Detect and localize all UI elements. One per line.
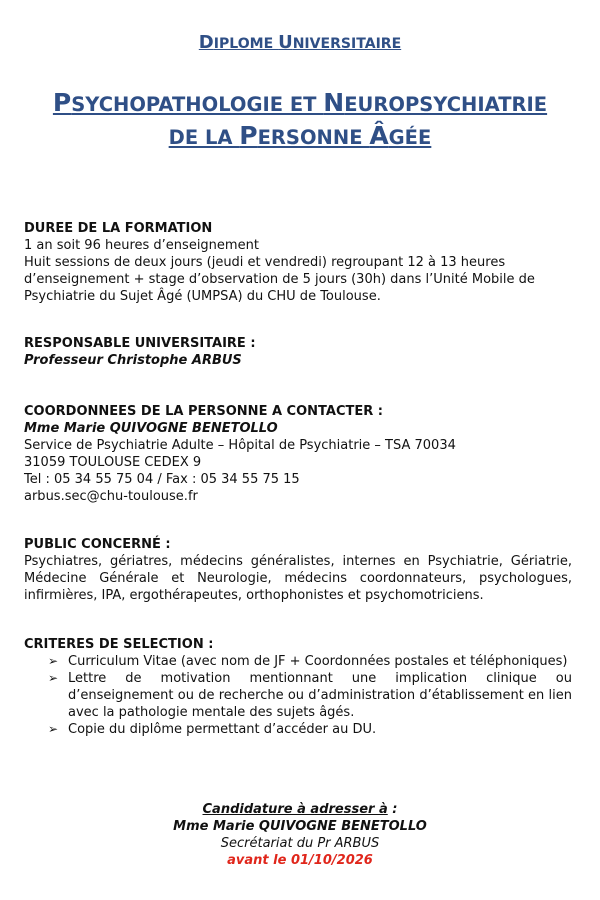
duree-line: Psychiatrie du Sujet Âgé (UMPSA) du CHU de Toulouse. — [24, 289, 381, 304]
responsable-heading: RESPONSABLE UNIVERSITAIRE : — [24, 336, 256, 351]
list-item — [24, 653, 572, 670]
duree-line: 1 an soit 96 heures d’enseignement — [24, 238, 259, 253]
contact-address: Service de Psychiatrie Adulte – Hôpital de Psychiatrie – TSA 70034 — [24, 438, 456, 453]
title-initial: Â — [369, 121, 389, 150]
title-rest: GÉE — [388, 126, 432, 149]
criteres-list — [24, 653, 572, 738]
contact-name: Mme Marie QUIVOGNE BENETOLLO — [24, 421, 278, 436]
title-rest: DE LA — [168, 126, 240, 149]
duree-line: d’enseignement + stage d’observation de 5 jours (30h) dans l’Unité Mobile de — [24, 272, 535, 287]
title-initial: N — [323, 88, 345, 117]
title-initial: P — [239, 121, 258, 150]
title-rest: EUROPSYCHIATRIE — [344, 93, 548, 116]
coordonnees-section — [24, 403, 572, 505]
title-initial: P — [52, 88, 72, 117]
du-title-initial-1: D — [198, 32, 214, 53]
criteres-section — [24, 636, 572, 738]
contact-city: 31059 TOULOUSE CEDEX 9 — [24, 455, 202, 470]
candidature-heading-text: Candidature à adresser à — [202, 802, 388, 817]
criteria-text: Copie du diplôme permettant d’accéder au DU. — [68, 722, 377, 737]
candidature-heading — [0, 801, 600, 818]
duree-line: Huit sessions de deux jours (jeudi et vendredi) regroupant 12 à 13 heures — [24, 255, 506, 270]
du-title-rest-1: IPLOME — [213, 36, 279, 52]
candidature-recipient: Mme Marie QUIVOGNE BENETOLLO — [173, 819, 427, 834]
candidature-block — [0, 801, 600, 869]
du-title-rest-2: NIVERSITAIRE — [292, 36, 402, 52]
title-rest: ERSONNE — [257, 126, 370, 149]
list-item — [24, 670, 572, 721]
duree-heading: DUREE DE LA FORMATION — [24, 221, 213, 236]
coordonnees-heading: COORDONNEES DE LA PERSONNE A CONTACTER : — [24, 404, 383, 419]
criteres-heading: CRITERES DE SELECTION : — [24, 637, 214, 652]
public-text: Psychiatres, gériatres, médecins généralistes, internes en Psychiatrie, Gériatrie, Médecine Générale et Neurologie, médecins coordonnateurs, psychologues, infirmières, IPA, ergothérapeutes, orthophonistes et psychomotriciens. — [24, 554, 572, 603]
responsable-name: Professeur Christophe ARBUS — [24, 353, 242, 368]
candidature-deadline: avant le 01/10/2026 — [227, 853, 373, 868]
contact-phone-fax: Tel : 05 34 55 75 04 / Fax : 05 34 55 75 15 — [24, 472, 300, 487]
title-rest: SYCHOPATHOLOGIE ET — [71, 93, 324, 116]
candidature-heading-colon: : — [387, 802, 398, 817]
criteria-text: Curriculum Vitae (avec nom de JF + Coordonnées postales et téléphoniques) — [68, 654, 568, 669]
arrow-bullet-icon: ➢ — [48, 654, 59, 668]
public-section — [24, 536, 572, 604]
contact-email: arbus.sec@chu-toulouse.fr — [24, 489, 198, 504]
responsable-section — [24, 335, 572, 369]
arrow-bullet-icon: ➢ — [48, 671, 59, 685]
du-title-initial-2: U — [278, 32, 293, 53]
candidature-secretariat: Secrétariat du Pr ARBUS — [220, 836, 380, 851]
main-title-line-1 — [0, 88, 600, 117]
criteria-text: Lettre de motivation mentionnant une implication clinique ou d’enseignement ou de recherche ou d’administration d’établissement en lien avec la pathologie mentale des sujets âgés. — [68, 671, 572, 720]
arrow-bullet-icon: ➢ — [48, 722, 59, 736]
duree-section — [24, 220, 572, 305]
main-title-line-2 — [0, 121, 600, 150]
public-heading: PUBLIC CONCERNÉ : — [24, 537, 171, 552]
list-item — [24, 721, 572, 738]
diploma-type-title — [0, 32, 600, 53]
